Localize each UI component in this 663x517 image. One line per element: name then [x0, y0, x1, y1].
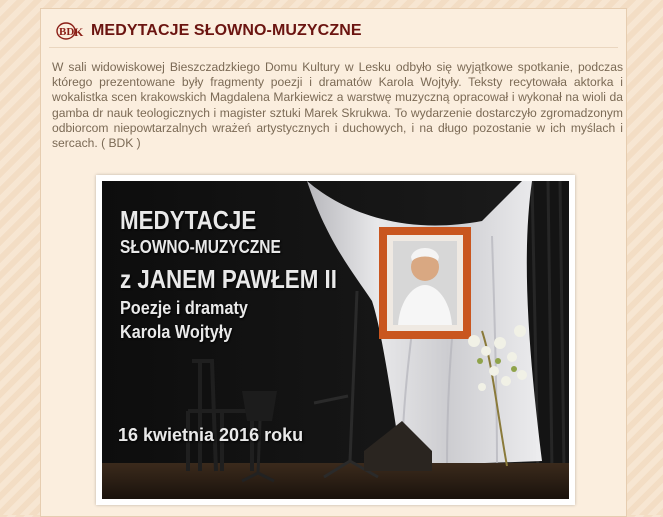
- poster-image-frame: [96, 175, 575, 505]
- poster-date: 16 kwietnia 2016 roku: [118, 425, 304, 445]
- svg-text:K: K: [74, 25, 84, 39]
- divider: [49, 47, 618, 48]
- article-panel: [40, 8, 627, 517]
- poster-line-4: Poezje i dramaty: [120, 298, 248, 318]
- poster-line-5: Karola Wojtyły: [120, 322, 233, 342]
- article-header: [51, 18, 616, 44]
- article-title: MEDYTACJE SŁOWNO-MUZYCZNE: [91, 22, 362, 39]
- poster-line-2: SŁOWNO-MUZYCZNE: [120, 237, 281, 257]
- bdk-logo-icon: [55, 20, 85, 42]
- poster-line-1: MEDYTACJE: [120, 205, 257, 235]
- article-body: W sali widowiskowej Bieszczadzkiego Domu Kultury w Lesku odbyło się wyjątkowe spotkanie, podczas którego prezentowane były fragmenty poezji i dramatów Karola Wojtyły. Teksty recytowała aktorka i wokalistka scen krakowskich Magdalena Markiewicz a warstwę muzyczną opracował i wykonał na wioli da gamba dr nauk teologicznych i magister sztuki Marek Skrukwa. To wydarzenie dostarczyło zgromadzonym odbiorcom niepowtarzalnych wrażeń artystycznych i duchowych, i na długo pozostanie w ich myślach i sercach. ( BDK ): [52, 60, 623, 151]
- poster-line-3: z JANEM PAWŁEM II: [120, 264, 337, 294]
- poster-image: [102, 181, 569, 499]
- svg-text:BD: BD: [59, 26, 75, 38]
